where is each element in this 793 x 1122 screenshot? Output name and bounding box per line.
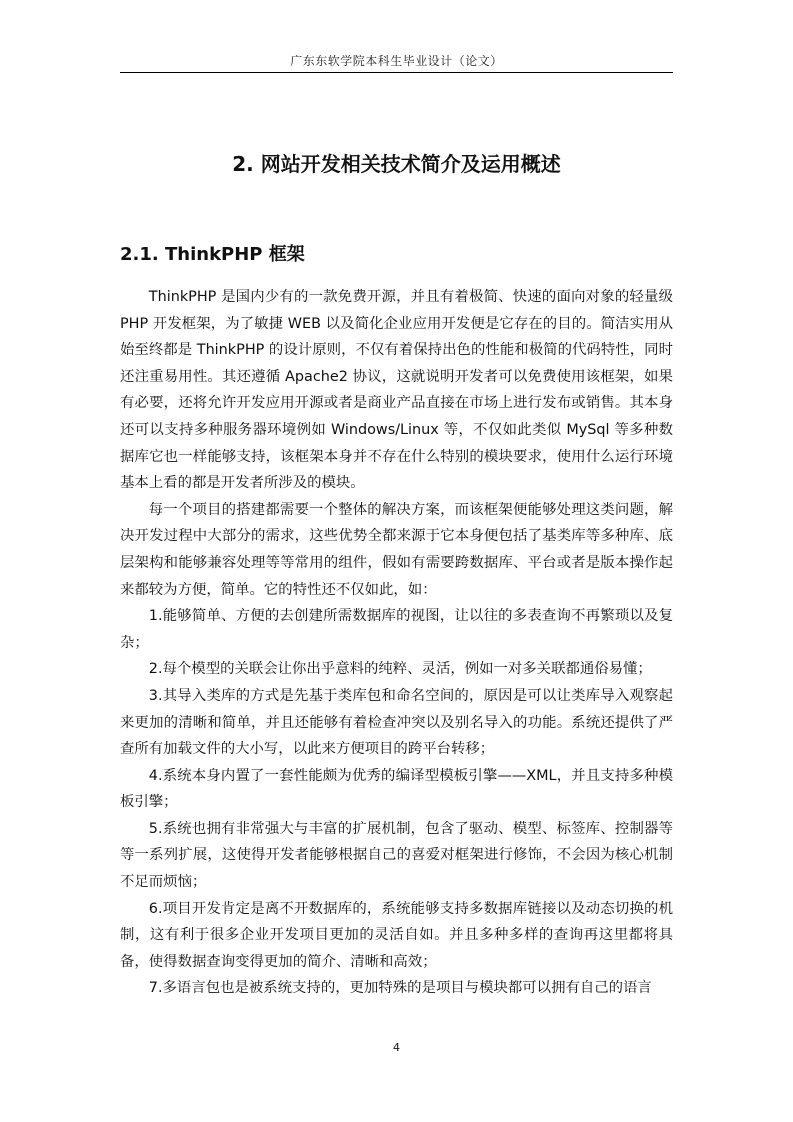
list-item: 3.其导入类库的方式是先基于类库包和命名空间的，原因是可以让类库导入观察起来更加的清晰和简单，并且还能够有着检查冲突以及别名导入的功能。系统还提供了严查所有加载文件的大小写，以此来方便项目的跨平台转移； xyxy=(120,687,673,758)
paragraph: 每一个项目的搭建都需要一个整体的解决方案，而该框架便能够处理这类问题，解决开发过程中大部分的需求，这些优势全都来源于它本身便包括了基类库等多种库、底层架构和能够兼容处理等等常用的组件，假如有需要跨数据库、平台或者是版本操作起来都较为方便，简单。它的特性还不仅如此，如： xyxy=(120,501,673,598)
header-rule xyxy=(120,72,673,73)
body-text xyxy=(120,284,673,1002)
list-item: 7.多语言包也是被系统支持的，更加特殊的是项目与模块都可以拥有自己的语言 xyxy=(148,980,652,997)
paragraph: ThinkPHP 是国内少有的一款免费开源，并且有着极简、快速的面向对象的轻量级 PHP 开发框架，为了敏捷 WEB 以及简化企业应用开发便是它存在的目的。简洁实用从始至终都是 ThinkPHP 的设计原则，不仅有着保持出色的性能和极简的代码特性，同时还注重易用性。其还遵循 Apache2 协议，这就说明开发者可以免费使用该框架，如果有必要，还将允许开发应用开源或者是商业产品直接在市场上进行发布或销售。其本身还可以支持多种服务器环境例如 Windows/Linux 等，不仅如此类似 MySql 等多种数据库它也一样能够支持，该框架本身并不存在什么特别的模块要求，使用什么运行环境基本上看的都是开发者所涉及的模块。 xyxy=(120,289,673,492)
list-item: 5.系统也拥有非常强大与丰富的扩展机制，包含了驱动、模型、标签库、控制器等等一系列扩展，这使得开发者能够根据自己的喜爱对框架进行修饰，不会因为核心机制不足而烦恼； xyxy=(120,820,673,891)
list-item: 2.每个模型的关联会让你出乎意料的纯粹、灵活，例如一对多关联都通俗易懂； xyxy=(148,661,652,678)
list-item: 6.项目开发肯定是离不开数据库的，系统能够支持多数据库链接以及动态切换的机制，这有利于很多企业开发项目更加的灵活自如。并且多种多样的查询再这里都将具备，使得数据查询变得更加的简介、清晰和高效； xyxy=(120,900,673,970)
list-item: 1.能够简单、方便的去创建所需数据库的视图，让以往的多表查询不再繁琐以及复杂； xyxy=(120,608,673,651)
list-item: 4.系统本身内置了一套性能颇为优秀的编译型模板引擎——XML，并且支持多种模板引擎； xyxy=(120,767,673,811)
chapter-title: 2. 网站开发相关技术简介及运用概述 xyxy=(232,152,561,176)
page-number: 4 xyxy=(393,1041,400,1054)
page-header: 广东东软学院本科生毕业设计（论文） xyxy=(290,54,503,68)
section-title: 2.1. ThinkPHP 框架 xyxy=(120,244,305,265)
